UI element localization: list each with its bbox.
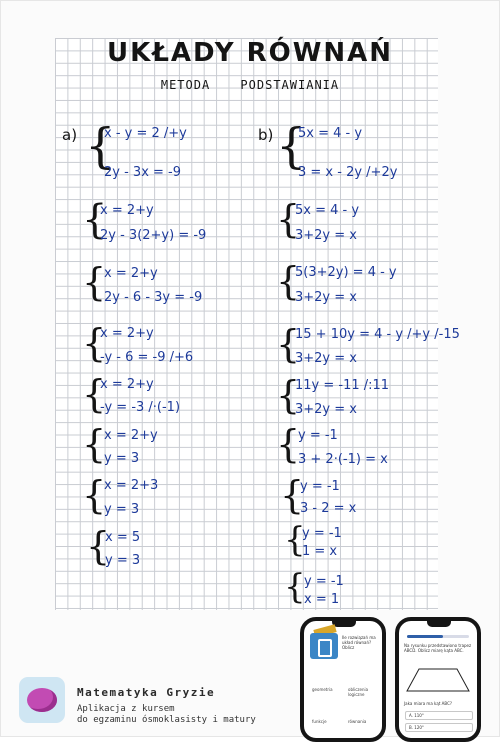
equation: y = -1 bbox=[300, 479, 340, 494]
equation: 2y - 3x = -9 bbox=[104, 165, 182, 180]
equation: x = 2+y bbox=[104, 266, 158, 281]
brace-icon: { bbox=[276, 373, 301, 417]
equation: 15 + 10y = 4 - y /+y /-15 bbox=[295, 327, 460, 342]
equation: y = -1 bbox=[302, 526, 342, 541]
part-b-label: b) bbox=[258, 126, 274, 144]
equation: x = 2+y bbox=[100, 203, 154, 218]
equation: y = -1 bbox=[304, 574, 344, 589]
equation: y = 3 bbox=[104, 502, 140, 517]
category-cell[interactable]: geometria bbox=[312, 687, 333, 692]
page-subtitle: METODA PODSTAWIANIA bbox=[160, 78, 340, 92]
phone-1-header: Ile rozwiązań ma układ równań? Oblicz bbox=[342, 635, 376, 650]
brace-icon: { bbox=[82, 321, 107, 365]
equation: x = 5 bbox=[105, 530, 141, 545]
category-cell[interactable]: obliczenia logiczne bbox=[348, 687, 369, 697]
equation: 3+2y = x bbox=[295, 228, 357, 243]
phone-mockup-2 bbox=[395, 617, 481, 742]
brace-icon: { bbox=[86, 524, 111, 568]
category-cell[interactable]: funkcje bbox=[312, 719, 327, 724]
equation: 5x = 4 - y bbox=[295, 203, 360, 218]
equation: -y - 6 = -9 /+6 bbox=[100, 350, 194, 365]
equation: y = -1 bbox=[298, 428, 338, 443]
brace-icon: { bbox=[284, 567, 306, 607]
brace-icon: { bbox=[276, 118, 307, 174]
trapezoid-figure bbox=[405, 665, 471, 695]
page-title: UKŁADY RÓWNAŃ bbox=[106, 38, 394, 68]
equation: y = 3 bbox=[104, 451, 140, 466]
equation: x = 2+y bbox=[104, 428, 158, 443]
equation: 3 = x - 2y /+2y bbox=[298, 165, 398, 180]
equation: x = 2+3 bbox=[104, 478, 159, 493]
equation: 5x = 4 - y bbox=[298, 126, 363, 141]
app-logo bbox=[19, 677, 65, 723]
answer-option[interactable]: A. 110° bbox=[405, 711, 473, 720]
calculator-icon bbox=[310, 633, 338, 659]
equation: 2y - 6 - 3y = -9 bbox=[104, 290, 203, 305]
answer-prompt: Jaka miara ma kąt ABC? bbox=[404, 701, 452, 706]
brace-icon: { bbox=[276, 422, 301, 466]
phone-notch bbox=[332, 621, 356, 627]
equation: x = 2+y bbox=[100, 326, 154, 341]
phone-mockup-1 bbox=[300, 617, 386, 742]
equation: 3 - 2 = x bbox=[300, 501, 357, 516]
brace-icon: { bbox=[82, 422, 107, 466]
equation: 3+2y = x bbox=[295, 290, 357, 305]
equation: 3+2y = x bbox=[295, 351, 357, 366]
brace-icon: { bbox=[276, 322, 301, 366]
equation: 2y - 3(2+y) = -9 bbox=[100, 228, 207, 243]
brand-name: Matematyka Gryzie bbox=[77, 686, 216, 699]
equation: x = 2+y bbox=[100, 377, 154, 392]
equation: 1 = x bbox=[302, 544, 338, 559]
brace-icon: { bbox=[82, 197, 108, 243]
equation: 11y = -11 /:11 bbox=[295, 378, 390, 393]
brain-icon bbox=[27, 688, 57, 712]
equation: -y = -3 /·(-1) bbox=[100, 400, 181, 415]
equation: 3+2y = x bbox=[295, 402, 357, 417]
equation: 3 + 2·(-1) = x bbox=[298, 452, 388, 467]
brace-icon: { bbox=[82, 473, 107, 517]
equation: y = 3 bbox=[105, 553, 141, 568]
equation: x = 1 bbox=[304, 592, 340, 607]
tagline-line-2: do egzaminu ósmoklasisty i matury bbox=[77, 715, 256, 725]
category-cell[interactable]: równania bbox=[348, 719, 367, 724]
brace-icon: { bbox=[276, 259, 301, 303]
brace-icon: { bbox=[82, 372, 107, 416]
progress-fill bbox=[407, 635, 443, 638]
part-a-label: a) bbox=[62, 126, 78, 144]
answer-option[interactable]: B. 120° bbox=[405, 723, 473, 732]
brace-icon: { bbox=[82, 260, 107, 304]
question-text: Na rysunku przedstawiono trapez ABCD. Oblicz miarę kąta ABC. bbox=[404, 643, 472, 653]
equation: 5(3+2y) = 4 - y bbox=[295, 265, 397, 280]
phone-notch bbox=[427, 621, 451, 627]
tagline-line-1: Aplikacja z kursem bbox=[77, 704, 175, 714]
brace-icon: { bbox=[85, 118, 116, 174]
brace-icon: { bbox=[284, 520, 306, 560]
equation: x - y = 2 /+y bbox=[104, 126, 187, 141]
brace-icon: { bbox=[280, 473, 305, 517]
brace-icon: { bbox=[276, 197, 301, 241]
